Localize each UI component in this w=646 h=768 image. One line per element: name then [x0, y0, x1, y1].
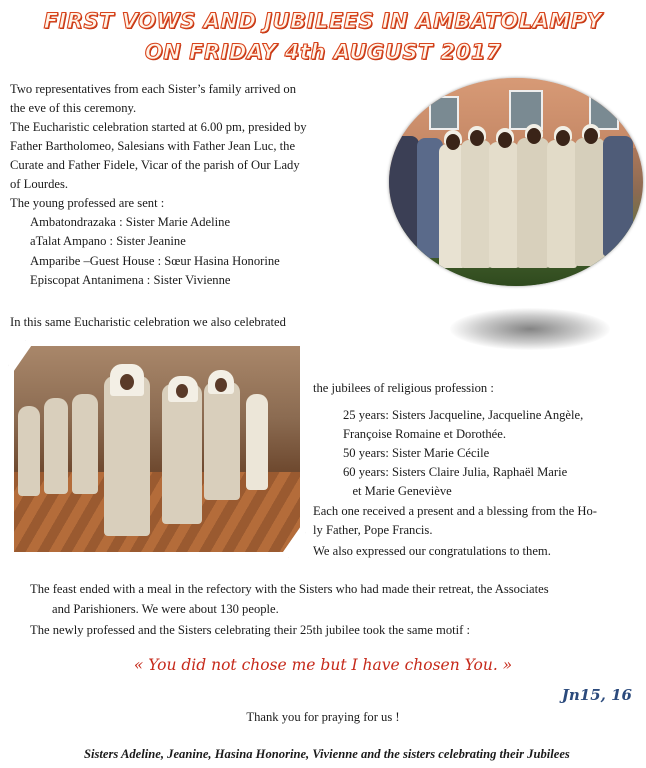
posting-item: aTalat Ampano : Sister Jeanine [30, 234, 186, 248]
same-celebration-text: In this same Eucharistic celebration we also celebrated [10, 315, 286, 329]
intro-line: Curate and Father Fidele, Vicar of the parish of Our Lady [10, 158, 300, 172]
posting-item: Ambatondrazaka : Sister Marie Adeline [30, 215, 231, 229]
jubilees-intro: the jubilees of religious profession : [313, 381, 494, 395]
scripture-reference: Jn15, 16 [561, 686, 632, 704]
scripture-quote: « You did not chose me but I have chosen You. » [133, 656, 513, 674]
jubilee-item: 60 years: Sisters Claire Julia, Raphaël Marie [343, 465, 568, 479]
jubilee-candle-photo [14, 346, 300, 552]
title-line-1: FIRST VOWS AND JUBILEES IN AMBATOLAMPY [43, 9, 603, 33]
present-line: Each one received a present and a blessing from the Ho- [313, 504, 597, 518]
intro-line: Father Bartholomeo, Salesians with Father Jean Luc, the [10, 139, 296, 153]
intro-line: Two representatives from each Sister’s family arrived on [10, 82, 296, 96]
jubilee-item: 50 years: Sister Marie Cécile [343, 446, 490, 460]
jubilee-item: 25 years: Sisters Jacqueline, Jacqueline Angèle, [343, 408, 584, 422]
intro-line: of Lourdes. [10, 177, 69, 191]
posting-item: Episcopat Antanimena : Sister Vivienne [30, 273, 231, 287]
intro-line: The young professed are sent : [10, 196, 165, 210]
posting-item: Amparibe –Guest House : Sœur Hasina Honorine [30, 254, 280, 268]
present-line: ly Father, Pope Francis. [313, 523, 433, 537]
present-line: We also expressed our congratulations to them. [313, 544, 551, 558]
feast-line: and Parishioners. We were about 130 people. [52, 602, 279, 616]
group-photo-newly-professed [389, 78, 643, 286]
intro-line: the eve of this ceremony. [10, 101, 137, 115]
feast-line: The feast ended with a meal in the refectory with the Sisters who had made their retreat, the Associates [30, 582, 549, 596]
intro-line: The Eucharistic celebration started at 6.00 pm, presided by [10, 120, 307, 134]
signature: Sisters Adeline, Jeanine, Hasina Honorine, Vivienne and the sisters celebrating their Jubilees [84, 747, 570, 761]
jubilee-item: Françoise Romaine et Dorothée. [343, 427, 506, 441]
title-line-2: ON FRIDAY 4th AUGUST 2017 [144, 40, 502, 64]
thanks-line: Thank you for praying for us ! [246, 710, 400, 724]
jubilee-item: et Marie Geneviève [343, 484, 452, 498]
feast-line: The newly professed and the Sisters celebrating their 25th jubilee took the same motif : [30, 623, 470, 637]
decorative-shadow [450, 308, 610, 350]
